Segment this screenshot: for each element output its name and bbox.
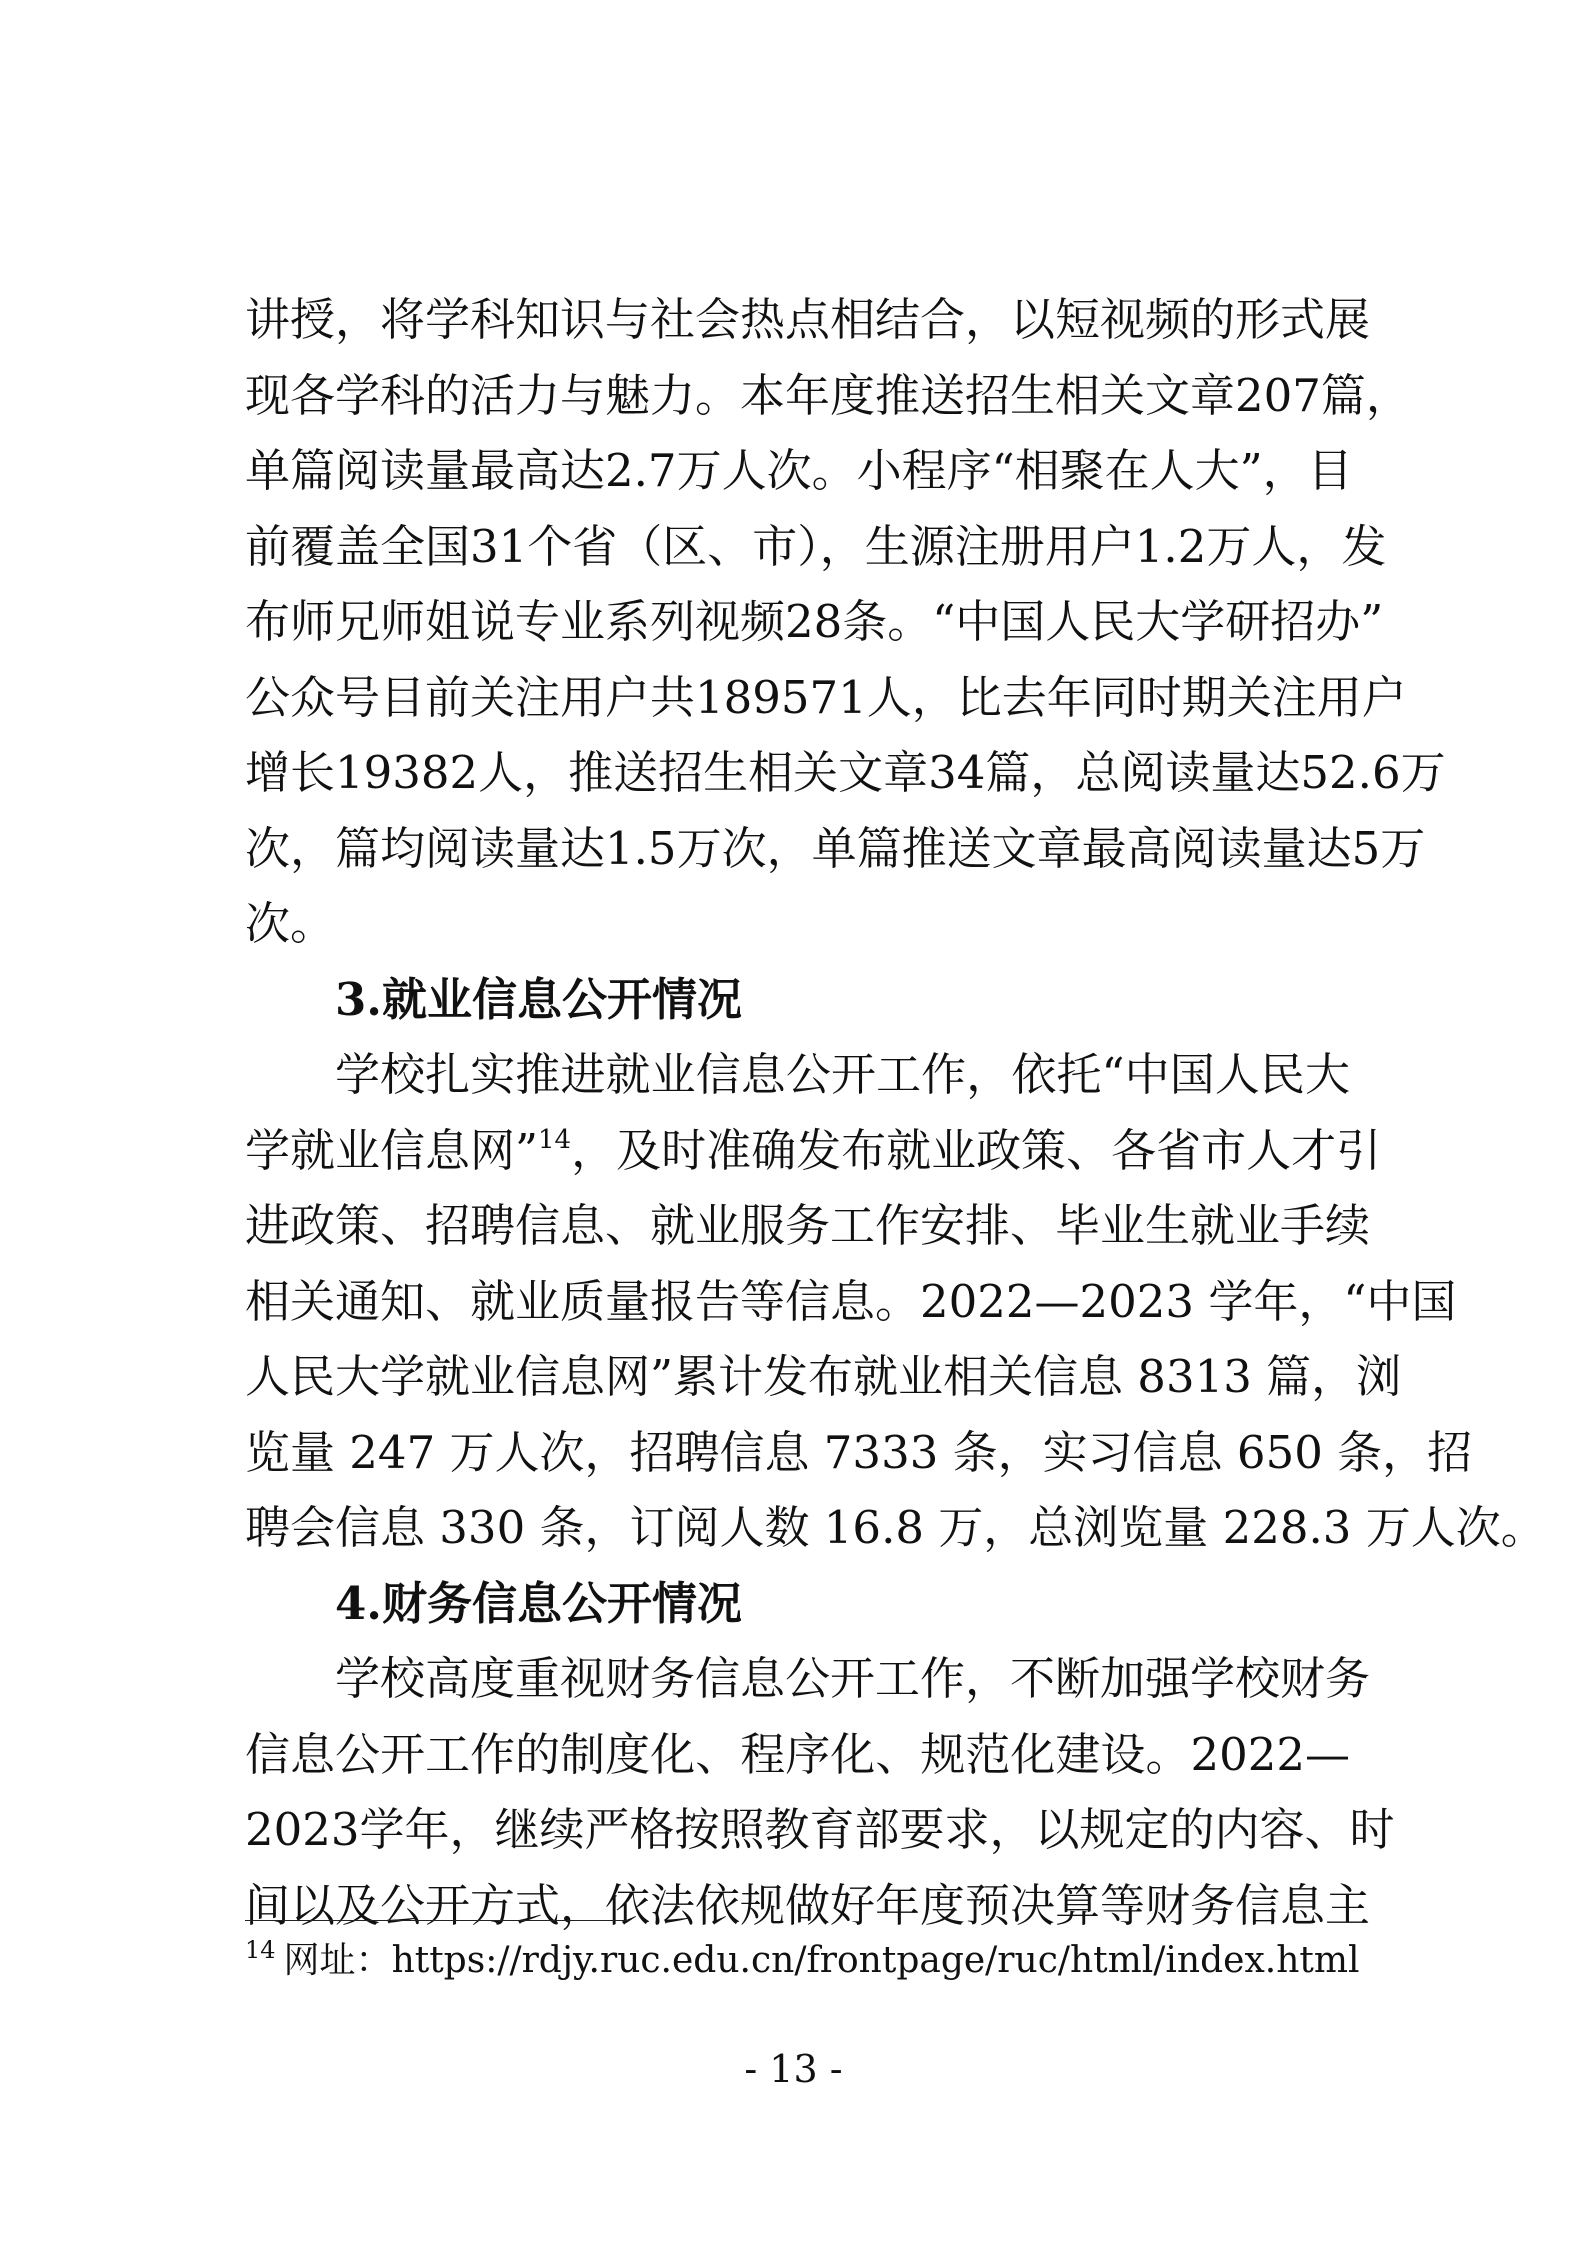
paragraph-line: 布师兄师姐说专业系列视频28条。“中国人民大学研招办”	[245, 595, 1384, 648]
paragraph-line: 学校高度重视财务信息公开工作，不断加强学校财务	[335, 1652, 1371, 1705]
paragraph-line: 2023学年，继续严格按照教育部要求，以规定的内容、时	[245, 1803, 1395, 1856]
paragraph-line: 人民大学就业信息网”累计发布就业相关信息 8313 篇，浏	[245, 1350, 1402, 1403]
footnote-number: 14	[245, 1936, 276, 1964]
paragraph-line: 次，篇均阅读量达1.5万次，单篇推送文章最高阅读量达5万	[245, 821, 1426, 875]
paragraph-line: 单篇阅读量最高达2.7万人次。小程序“相聚在人大”，目	[245, 444, 1353, 497]
paragraph-line: 讲授，将学科知识与社会热点相结合，以短视频的形式展	[245, 293, 1371, 346]
paragraph-line: 次。	[245, 897, 336, 950]
paragraph-line: 信息公开工作的制度化、程序化、规范化建设。2022—	[245, 1727, 1350, 1781]
paragraph-line	[245, 1113, 1382, 1189]
paragraph-line: 公众号目前关注用户共189571人，比去年同时期关注用户	[245, 670, 1407, 724]
footnote-url: https://rdjy.ruc.edu.cn/frontpage/ruc/html/index.html	[391, 1940, 1360, 1981]
section-heading-4: 4.财务信息公开情况	[335, 1576, 742, 1630]
body-text	[245, 282, 1546, 1943]
page-number: - 13 -	[744, 2047, 843, 2091]
paragraph-text: 学就业信息网”	[245, 1123, 539, 1177]
footnote-label: 网址：	[283, 1940, 392, 1981]
footnote-divider	[245, 1920, 630, 1921]
footnote	[245, 1936, 1360, 1986]
paragraph-line: 学校扎实推进就业信息公开工作，依托“中国人民大	[335, 1048, 1350, 1101]
paragraph-line: 现各学科的活力与魅力。本年度推送招生相关文章207篇，	[245, 368, 1411, 422]
paragraph-line: 相关通知、就业质量报告等信息。2022—2023 学年，“中国	[245, 1274, 1457, 1328]
paragraph-line: 览量 247 万人次，招聘信息 7333 条，实习信息 650 条，招	[245, 1425, 1473, 1479]
paragraph-line: 聘会信息 330 条，订阅人数 16.8 万，总浏览量 228.3 万人次。	[245, 1501, 1546, 1554]
paragraph-line: 增长19382人，推送招生相关文章34篇，总阅读量达52.6万	[245, 746, 1446, 799]
paragraph-line: 前覆盖全国31个省（区、市），生源注册用户1.2万人，发	[245, 519, 1387, 573]
footnote-reference: 14	[538, 1124, 572, 1155]
paragraph-line: 进政策、招聘信息、就业服务工作安排、毕业生就业手续	[245, 1199, 1371, 1252]
paragraph-line: 间以及公开方式，依法依规做好年度预决算等财务信息主	[245, 1878, 1371, 1932]
section-heading-3: 3.就业信息公开情况	[335, 972, 742, 1026]
paragraph-text: ，及时准确发布就业政策、各省市人才引	[571, 1123, 1382, 1177]
